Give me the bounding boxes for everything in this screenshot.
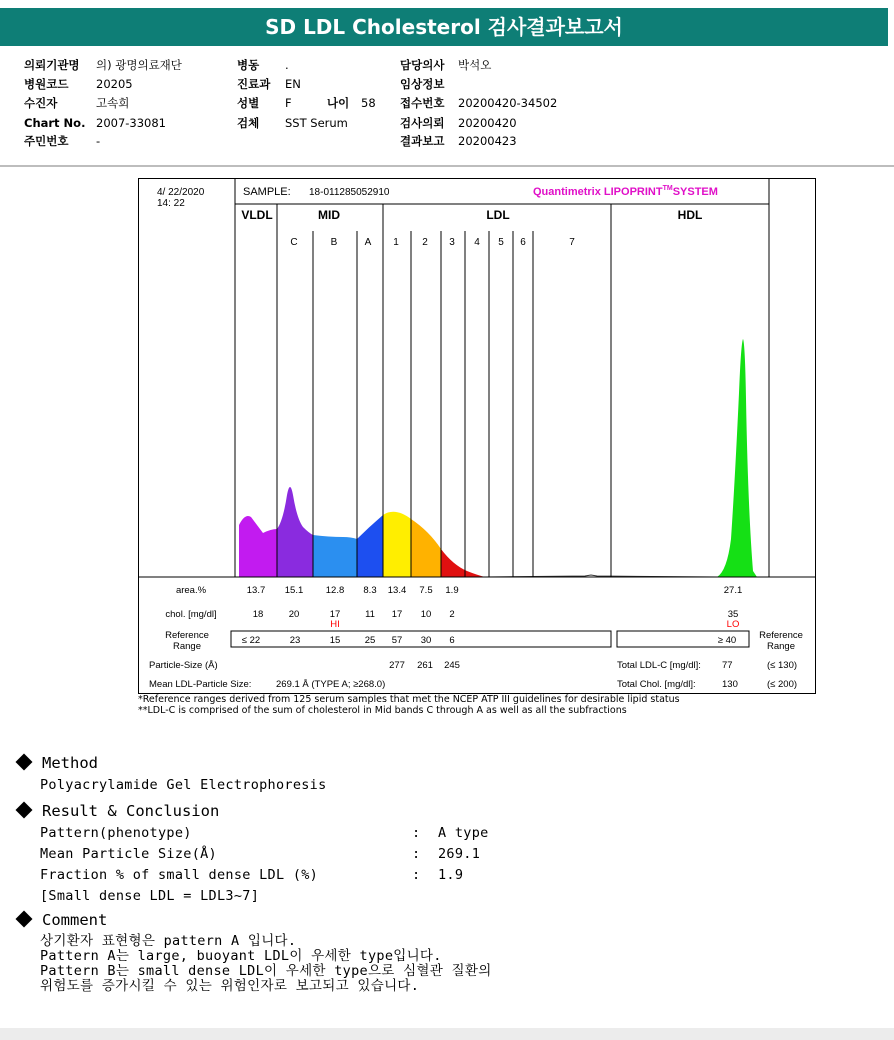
trace-mid-a [357, 515, 383, 577]
report-title: SD LDL Cholesterol 검사결과보고서 [0, 8, 888, 46]
total-chol-value: 130 [722, 679, 738, 690]
ref-mid-b: 15 [329, 635, 341, 646]
result-section [14, 802, 874, 820]
flag-hdl-lo: LO [726, 619, 740, 630]
result-value: 269.1 [438, 846, 481, 862]
resident-label: 주민번호 [24, 134, 69, 148]
chol-mid-c: 20 [288, 609, 300, 620]
chart-label: Chart No. [24, 116, 86, 130]
area-ldl3: 1.9 [445, 585, 459, 596]
age-value: 58 [361, 96, 376, 110]
age-label: 나이 [327, 96, 350, 110]
ward-label: 병동 [237, 58, 260, 72]
footnote-2: **LDL-C is comprised of the sum of cholesterol in Mid bands C through A as well as all the subfractions [138, 705, 627, 716]
ref-hdl: ≥ 40 [717, 635, 737, 646]
area-ldl1: 13.4 [387, 585, 407, 596]
sex-value: F [285, 96, 292, 110]
footnote-1: *Reference ranges derived from 125 serum samples that met the NCEP ATP III guidelines for desirable lipid status [138, 694, 680, 705]
mean-particle-value: 269.1 Å (TYPE A; ≥268.0) [276, 679, 386, 690]
group-ldl: LDL [486, 208, 510, 222]
result-sep: : [412, 825, 421, 841]
footnotes [138, 694, 680, 716]
request-label: 검사의뢰 [400, 116, 445, 130]
ref-range-label-1: Reference [759, 630, 803, 641]
request-date: 20200420 [458, 116, 517, 130]
patient-info [0, 46, 894, 168]
ref-ldl3: 6 [449, 635, 455, 646]
result-date: 20200423 [458, 134, 517, 148]
report-time: 14: 22 [157, 198, 185, 209]
comment-section [14, 911, 874, 929]
result-note: [Small dense LDL = LDL3~7] [40, 888, 260, 904]
result-sep: : [412, 846, 421, 862]
comment-heading: Comment [42, 911, 108, 929]
band-5: 5 [498, 237, 504, 248]
patient-label: 수진자 [24, 96, 58, 110]
bullet-diamond-icon [16, 754, 33, 771]
sample-label: SAMPLE: [243, 186, 291, 198]
dept-value: EN [285, 77, 301, 91]
band-3: 3 [449, 237, 455, 248]
chol-mid-a: 11 [365, 609, 375, 620]
institution-label: 의뢰기관명 [24, 58, 80, 72]
result-value: A type [438, 825, 489, 841]
page-bottom-band [0, 1028, 894, 1040]
psize-ldl1: 277 [389, 660, 405, 671]
trace-vldl [239, 516, 277, 577]
specimen-value: SST Serum [285, 116, 348, 130]
band-a: A [364, 237, 372, 248]
result-row-fraction [40, 867, 464, 884]
method-text: Polyacrylamide Gel Electrophoresis [40, 777, 327, 793]
psize-ldl2: 261 [417, 660, 433, 671]
ref-vldl: ≤ 22 [241, 635, 261, 646]
chol-ldl3: 2 [449, 609, 455, 620]
group-hdl: HDL [677, 208, 703, 222]
result-row-pattern [40, 825, 489, 842]
receipt-label: 접수번호 [400, 96, 445, 110]
sex-label: 성별 [237, 96, 260, 110]
method-section [14, 754, 874, 772]
trace-ldl1 [383, 512, 411, 577]
lipoprint-report [138, 178, 816, 694]
psize-ldl3: 245 [444, 660, 460, 671]
area-mid-b: 12.8 [325, 585, 345, 596]
ref-ldl2: 30 [420, 635, 432, 646]
receipt-no: 20200420-34502 [458, 96, 558, 110]
bullet-diamond-icon [16, 911, 33, 928]
flag-mid-hi: HI [330, 619, 340, 630]
result-label: Pattern(phenotype) [40, 825, 192, 841]
mean-row-label: Mean LDL-Particle Size: [149, 679, 252, 690]
area-mid-a: 8.3 [363, 585, 377, 596]
chol-ldl2: 10 [420, 609, 432, 620]
comment-body [40, 934, 492, 994]
band-c: C [290, 237, 298, 248]
sample-id: 18-011285052910 [309, 187, 390, 198]
result-row-size [40, 846, 481, 863]
chol-row-label: chol. [mg/dl] [165, 609, 217, 620]
result-heading: Result & Conclusion [42, 802, 220, 820]
ref-range-label-2: Range [767, 641, 795, 652]
area-mid-c: 15.1 [284, 585, 304, 596]
dept-label: 진료과 [237, 77, 271, 91]
specimen-label: 검체 [237, 116, 260, 130]
trace-mid-b [313, 535, 357, 577]
electrophoresis-trace [239, 339, 757, 577]
area-row-label: area.% [175, 585, 207, 596]
bullet-diamond-icon [16, 802, 33, 819]
clinical-label: 임상정보 [400, 77, 445, 91]
resident-no: - [96, 134, 101, 148]
band-4: 4 [474, 237, 480, 248]
total-chol-ref: (≤ 200) [767, 679, 798, 690]
comment-line: 위험도를 증가시킬 수 있는 위험인자로 보고되고 있습니다. [40, 978, 420, 994]
band-7: 7 [569, 237, 575, 248]
doctor-value: 박석오 [458, 58, 492, 72]
band-1: 1 [393, 237, 399, 248]
total-chol-label: Total Chol. [mg/dl]: [617, 679, 696, 690]
area-vldl: 13.7 [246, 585, 266, 596]
brand-name: Quantimetrix LIPOPRINT™SYSTEM [533, 185, 718, 198]
band-2: 2 [422, 237, 428, 248]
total-ldl-ref: (≤ 130) [767, 660, 798, 671]
group-mid: MID [318, 208, 340, 222]
band-b: B [330, 237, 338, 248]
chol-vldl: 18 [252, 609, 264, 620]
method-heading: Method [42, 754, 98, 772]
ref-ldl1: 57 [391, 635, 403, 646]
doctor-label: 담당의사 [400, 58, 445, 72]
total-ldl-label: Total LDL-C [mg/dl]: [617, 660, 701, 671]
result-label: Mean Particle Size(Å) [40, 846, 217, 862]
chol-mid-b: 17 [329, 609, 341, 620]
area-hdl: 27.1 [723, 585, 743, 596]
comment-line: 상기환자 표현형은 pattern A 입니다. [40, 933, 297, 949]
hospital-code-label: 병원코드 [24, 77, 69, 91]
trace-mid-c [277, 487, 313, 577]
hospital-code-value: 20205 [96, 77, 133, 91]
divider [0, 165, 894, 167]
ref-mid-a: 25 [364, 635, 376, 646]
group-vldl: VLDL [241, 208, 273, 222]
result-value: 1.9 [438, 867, 464, 883]
chart-no: 2007-33081 [96, 116, 166, 130]
trace-ldl3 [441, 549, 485, 577]
comment-line: Pattern B는 small dense LDL이 우세한 type으로 심혈관 질환의 [40, 963, 492, 979]
report-date: 4/ 22/2020 [157, 187, 205, 198]
comment-line: Pattern A는 large, buoyant LDL이 우세한 type입니다. [40, 948, 442, 964]
ref-row-label-1: Reference [165, 630, 209, 641]
patient-name: 고속희 [96, 96, 130, 110]
trace-hdl [717, 339, 757, 577]
total-ldl-value: 77 [722, 660, 733, 671]
ref-row-label-2: Range [173, 641, 201, 652]
trace-ldl2 [411, 519, 441, 577]
band-6: 6 [520, 237, 526, 248]
area-ldl2: 7.5 [419, 585, 433, 596]
chol-hdl: 35 [727, 609, 739, 620]
chol-ldl1: 17 [391, 609, 403, 620]
result-label: 결과보고 [400, 134, 445, 148]
psize-row-label: Particle-Size (Å) [149, 660, 218, 671]
result-label: Fraction % of small dense LDL (%) [40, 867, 319, 883]
result-sep: : [412, 867, 421, 883]
ward-value: . [285, 58, 289, 72]
ref-mid-c: 23 [289, 635, 301, 646]
institution-value: 의) 광명의료재단 [96, 58, 182, 72]
